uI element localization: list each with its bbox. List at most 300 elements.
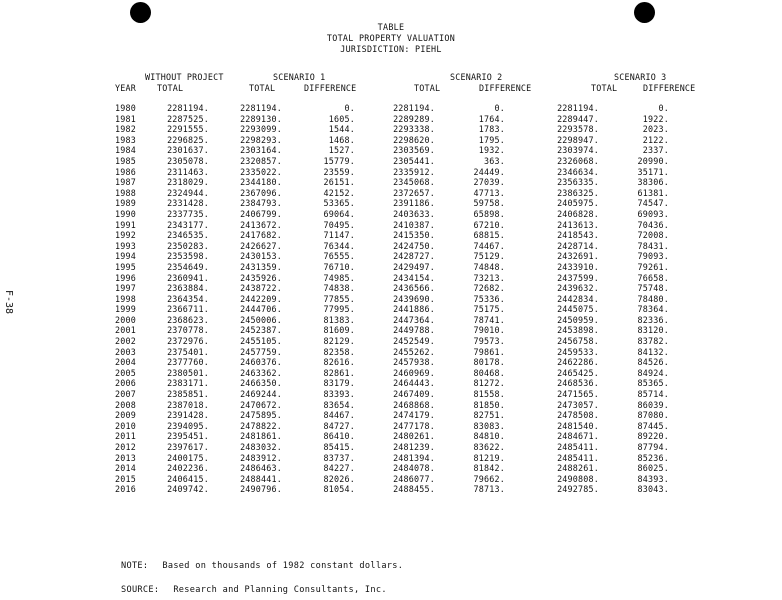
total-without-project-cell: 2331428. [167,198,209,209]
difference-s2-cell: 68815. [473,230,505,241]
table-row [112,124,669,135]
header-scenario-2: SCENARIO 2 [450,72,503,82]
table-row [112,336,669,347]
difference-s3-cell: 78480. [637,293,669,304]
total-s2-cell: 2484078. [393,463,435,474]
table-title: TABLE [377,22,405,32]
year-cell: 1999 [115,304,136,315]
difference-s2-cell: 59758. [473,198,505,209]
year-cell: 1991 [115,219,136,230]
difference-s2-cell: 65898. [473,208,505,219]
total-without-project-cell: 2287525. [167,113,209,124]
total-s1-cell: 2431359. [240,261,282,272]
difference-s2-cell: 79010. [473,325,505,336]
total-s2-cell: 2436566. [393,283,435,294]
total-s2-cell: 2391186. [393,198,435,209]
total-s2-cell: 2464443. [393,378,435,389]
punch-hole-right [634,2,655,23]
header-difference-s3: DIFFERENCE [643,83,696,93]
table-row [112,347,669,358]
difference-s1-cell: 84227. [323,463,355,474]
total-s3-cell: 2346634. [557,166,599,177]
total-s2-cell: 2424750. [393,240,435,251]
table-row [112,442,669,453]
total-without-project-cell: 2281194. [167,103,209,113]
difference-s3-cell: 76658. [637,272,669,283]
year-cell: 2006 [115,378,136,389]
difference-s1-cell: 1544. [328,124,355,135]
difference-s1-cell: 15779. [323,155,355,166]
total-s2-cell: 2298620. [393,134,435,145]
total-without-project-cell: 2305078. [167,155,209,166]
total-s3-cell: 2473057. [557,399,599,410]
year-cell: 1983 [115,134,136,145]
difference-s3-cell: 79093. [637,251,669,262]
total-s1-cell: 2438722. [240,283,282,294]
header-scenario-1: SCENARIO 1 [273,72,326,82]
year-cell: 1997 [115,283,136,294]
difference-s2-cell: 84810. [473,431,505,442]
total-without-project-cell: 2395451. [167,431,209,442]
total-s1-cell: 2481861. [240,431,282,442]
total-s2-cell: 2345068. [393,177,435,188]
difference-s2-cell: 81219. [473,452,505,463]
difference-s1-cell: 77855. [323,293,355,304]
table-row [112,103,669,114]
total-s2-cell: 2488455. [393,484,435,495]
table-subtitle: TOTAL PROPERTY VALUATION [326,33,456,43]
total-s2-cell: 2460969. [393,367,435,378]
year-cell: 1987 [115,177,136,188]
table-row [112,241,669,252]
total-s1-cell: 2466350. [240,378,282,389]
table-row [112,177,669,188]
difference-s3-cell: 78364. [637,304,669,315]
total-s3-cell: 2456758. [557,336,599,347]
total-s2-cell: 2477178. [393,420,435,431]
source-label: SOURCE: [121,585,160,595]
difference-s1-cell: 82616. [323,357,355,368]
total-without-project-cell: 2366711. [167,304,209,315]
difference-s1-cell: 53365. [323,198,355,209]
difference-s1-cell: 81054. [323,484,355,495]
total-s1-cell: 2455105. [240,336,282,347]
total-s3-cell: 2468536. [557,378,599,389]
total-s3-cell: 2356335. [557,177,599,188]
total-s1-cell: 2457759. [240,346,282,357]
year-cell: 2009 [115,410,136,421]
total-s1-cell: 2452387. [240,325,282,336]
note-line [121,561,403,571]
table-row [112,156,669,167]
total-s3-cell: 2478508. [557,410,599,421]
header-difference-s1: DIFFERENCE [304,83,357,93]
difference-s1-cell: 82358. [323,346,355,357]
difference-s2-cell: 363. [484,155,505,166]
table-row [112,294,669,305]
table-row [112,453,669,464]
total-s2-cell: 2480261. [393,431,435,442]
note-label: NOTE: [121,561,149,571]
total-s1-cell: 2488441. [240,473,282,484]
total-s1-cell: 2469244. [240,389,282,400]
total-s2-cell: 2305441. [393,155,435,166]
total-s3-cell: 2326068. [557,155,599,166]
difference-s2-cell: 73213. [473,272,505,283]
difference-s3-cell: 87445. [637,420,669,431]
total-s1-cell: 2289130. [240,113,282,124]
table-row [112,220,669,231]
total-s1-cell: 2435926. [240,272,282,283]
difference-s2-cell: 47713. [473,187,505,198]
total-s1-cell: 2460376. [240,357,282,368]
difference-s3-cell: 0. [658,103,669,113]
total-without-project-cell: 2387018. [167,399,209,410]
table-row [112,273,669,284]
total-s2-cell: 2455262. [393,346,435,357]
difference-s2-cell: 1764. [478,113,505,124]
total-s2-cell: 2441886. [393,304,435,315]
table-row [112,262,669,273]
difference-s2-cell: 74848. [473,261,505,272]
total-without-project-cell: 2385851. [167,389,209,400]
difference-s3-cell: 2122. [642,134,669,145]
year-cell: 2011 [115,431,136,442]
total-s3-cell: 2289447. [557,113,599,124]
table-row [112,283,669,294]
total-s3-cell: 2481540. [557,420,599,431]
header-total-s3: TOTAL [591,83,618,93]
year-cell: 1984 [115,145,136,156]
total-s3-cell: 2406828. [557,208,599,219]
total-s3-cell: 2445075. [557,304,599,315]
difference-s1-cell: 69064. [323,208,355,219]
total-s2-cell: 2403633. [393,208,435,219]
difference-s2-cell: 75129. [473,251,505,262]
total-without-project-cell: 2375401. [167,346,209,357]
total-without-project-cell: 2377760. [167,357,209,368]
total-s1-cell: 2450006. [240,314,282,325]
table-row [112,368,669,379]
total-without-project-cell: 2372976. [167,336,209,347]
total-s2-cell: 2434154. [393,272,435,283]
difference-s1-cell: 82861. [323,367,355,378]
total-s2-cell: 2474179. [393,410,435,421]
difference-s1-cell: 85415. [323,442,355,452]
difference-s3-cell: 85365. [637,378,669,389]
total-s3-cell: 2433910. [557,261,599,272]
difference-s3-cell: 87794. [637,442,669,452]
year-cell: 1990 [115,208,136,219]
year-cell: 1982 [115,124,136,135]
total-s3-cell: 2459533. [557,346,599,357]
total-s3-cell: 2418543. [557,230,599,241]
total-s3-cell: 2439632. [557,283,599,294]
total-s3-cell: 2450959. [557,314,599,325]
difference-s2-cell: 79573. [473,336,505,347]
difference-s2-cell: 0. [494,103,505,113]
difference-s3-cell: 83782. [637,336,669,347]
difference-s3-cell: 72008. [637,230,669,241]
difference-s3-cell: 75748. [637,283,669,294]
total-s2-cell: 2428727. [393,251,435,262]
year-cell: 2001 [115,325,136,336]
year-cell: 2003 [115,346,136,357]
difference-s1-cell: 84467. [323,410,355,421]
total-s1-cell: 2320857. [240,155,282,166]
total-s3-cell: 2293578. [557,124,599,135]
difference-s3-cell: 85714. [637,389,669,400]
total-without-project-cell: 2402236. [167,463,209,474]
total-s1-cell: 2417682. [240,230,282,241]
total-without-project-cell: 2354649. [167,261,209,272]
difference-s2-cell: 81850. [473,399,505,410]
difference-s3-cell: 84526. [637,357,669,368]
year-cell: 1996 [115,272,136,283]
total-without-project-cell: 2409742. [167,484,209,495]
total-s1-cell: 2384793. [240,198,282,209]
year-cell: 1988 [115,187,136,198]
total-s1-cell: 2335022. [240,166,282,177]
difference-s3-cell: 79261. [637,261,669,272]
total-s3-cell: 2405975. [557,198,599,209]
total-s1-cell: 2470672. [240,399,282,410]
table-row [112,167,669,178]
total-without-project-cell: 2391428. [167,410,209,421]
difference-s1-cell: 26151. [323,177,355,188]
total-s2-cell: 2486077. [393,473,435,484]
difference-s2-cell: 1783. [478,124,505,135]
table-row [112,378,669,389]
total-s2-cell: 2415350. [393,230,435,241]
difference-s3-cell: 2337. [642,145,669,156]
total-without-project-cell: 2364354. [167,293,209,304]
difference-s1-cell: 1468. [328,134,355,145]
difference-s1-cell: 83179. [323,378,355,389]
difference-s1-cell: 0. [344,103,355,113]
note-text: Based on thousands of 1982 constant dollars. [162,561,404,571]
difference-s1-cell: 81383. [323,314,355,325]
year-cell: 2014 [115,463,136,474]
total-s1-cell: 2430153. [240,251,282,262]
difference-s2-cell: 83083. [473,420,505,431]
table-row [112,410,669,421]
total-s1-cell: 2426627. [240,240,282,251]
total-s1-cell: 2281194. [240,103,282,113]
total-s1-cell: 2463362. [240,367,282,378]
total-s1-cell: 2478822. [240,420,282,431]
total-s1-cell: 2483912. [240,452,282,463]
valuation-table [112,103,669,495]
table-row [112,135,669,146]
total-s1-cell: 2298293. [240,134,282,145]
total-s3-cell: 2413613. [557,219,599,230]
difference-s3-cell: 86025. [637,463,669,474]
total-without-project-cell: 2311463. [167,166,209,177]
header-year: YEAR [115,83,136,93]
total-s1-cell: 2406799. [240,208,282,219]
total-s3-cell: 2471565. [557,389,599,400]
difference-s3-cell: 1922. [642,113,669,124]
difference-s2-cell: 83622. [473,442,505,452]
table-row [112,230,669,241]
table-row [112,304,669,315]
page-number-label: F-38 [3,290,14,315]
difference-s3-cell: 74547. [637,198,669,209]
difference-s1-cell: 71147. [323,230,355,241]
year-cell: 2004 [115,357,136,368]
total-s3-cell: 2484671. [557,431,599,442]
difference-s1-cell: 1527. [328,145,355,156]
total-s3-cell: 2432691. [557,251,599,262]
total-s3-cell: 2442834. [557,293,599,304]
difference-s2-cell: 79662. [473,473,505,484]
total-s2-cell: 2429497. [393,261,435,272]
total-without-project-cell: 2368623. [167,314,209,325]
year-cell: 1998 [115,293,136,304]
year-cell: 2016 [115,484,136,495]
difference-s3-cell: 86039. [637,399,669,410]
year-cell: 1980 [115,103,136,113]
difference-s3-cell: 89220. [637,431,669,442]
total-without-project-cell: 2370778. [167,325,209,336]
header-without-project: WITHOUT PROJECT [145,72,224,82]
difference-s2-cell: 78741. [473,314,505,325]
difference-s3-cell: 35171. [637,166,669,177]
difference-s2-cell: 72682. [473,283,505,294]
total-s2-cell: 2452549. [393,336,435,347]
difference-s2-cell: 82751. [473,410,505,421]
total-without-project-cell: 2400175. [167,452,209,463]
difference-s2-cell: 79861. [473,346,505,357]
total-s2-cell: 2468868. [393,399,435,410]
total-without-project-cell: 2346535. [167,230,209,241]
total-without-project-cell: 2406415. [167,473,209,484]
table-row [112,389,669,400]
total-s2-cell: 2289289. [393,113,435,124]
total-without-project-cell: 2337735. [167,208,209,219]
table-row [112,357,669,368]
source-line [121,585,387,595]
table-row [112,188,669,199]
difference-s1-cell: 77995. [323,304,355,315]
total-without-project-cell: 2397617. [167,442,209,452]
total-s2-cell: 2481394. [393,452,435,463]
year-cell: 2012 [115,442,136,452]
total-without-project-cell: 2324944. [167,187,209,198]
difference-s3-cell: 84393. [637,473,669,484]
total-s3-cell: 2485411. [557,442,599,452]
year-cell: 1986 [115,166,136,177]
difference-s3-cell: 70436. [637,219,669,230]
difference-s3-cell: 82336. [637,314,669,325]
year-cell: 1995 [115,261,136,272]
total-s1-cell: 2367096. [240,187,282,198]
total-s3-cell: 2492785. [557,484,599,495]
total-without-project-cell: 2291555. [167,124,209,135]
total-without-project-cell: 2394095. [167,420,209,431]
total-s2-cell: 2447364. [393,314,435,325]
total-s2-cell: 2457938. [393,357,435,368]
table-row [112,198,669,209]
difference-s1-cell: 84727. [323,420,355,431]
total-s3-cell: 2485411. [557,452,599,463]
total-s1-cell: 2475895. [240,410,282,421]
valuation-table-body [112,103,669,495]
total-without-project-cell: 2318029. [167,177,209,188]
difference-s3-cell: 84924. [637,367,669,378]
total-s3-cell: 2465425. [557,367,599,378]
total-without-project-cell: 2360941. [167,272,209,283]
table-row [112,484,669,495]
year-cell: 2000 [115,314,136,325]
difference-s2-cell: 75336. [473,293,505,304]
table-row [112,431,669,442]
total-s3-cell: 2298947. [557,134,599,145]
total-s1-cell: 2444706. [240,304,282,315]
difference-s3-cell: 87080. [637,410,669,421]
total-without-project-cell: 2363884. [167,283,209,294]
difference-s2-cell: 78713. [473,484,505,495]
header-total-without: TOTAL [157,83,184,93]
difference-s3-cell: 2023. [642,124,669,135]
difference-s3-cell: 85236. [637,452,669,463]
difference-s3-cell: 83043. [637,484,669,495]
difference-s2-cell: 27039. [473,177,505,188]
punch-hole-left [130,2,151,23]
difference-s2-cell: 75175. [473,304,505,315]
header-scenario-3: SCENARIO 3 [614,72,667,82]
difference-s1-cell: 82129. [323,336,355,347]
year-cell: 2007 [115,389,136,400]
total-s2-cell: 2293338. [393,124,435,135]
total-s3-cell: 2437599. [557,272,599,283]
year-cell: 2013 [115,452,136,463]
total-without-project-cell: 2350283. [167,240,209,251]
difference-s1-cell: 86410. [323,431,355,442]
total-s1-cell: 2303164. [240,145,282,156]
difference-s1-cell: 82026. [323,473,355,484]
table-row [112,251,669,262]
difference-s1-cell: 83393. [323,389,355,400]
table-row [112,209,669,220]
total-s3-cell: 2490808. [557,473,599,484]
total-s2-cell: 2335912. [393,166,435,177]
difference-s2-cell: 67210. [473,219,505,230]
difference-s1-cell: 74985. [323,272,355,283]
table-title-block [0,22,782,55]
difference-s3-cell: 61381. [637,187,669,198]
difference-s3-cell: 84132. [637,346,669,357]
difference-s3-cell: 38306. [637,177,669,188]
total-s2-cell: 2281194. [393,103,435,113]
total-s2-cell: 2303569. [393,145,435,156]
year-cell: 2015 [115,473,136,484]
difference-s1-cell: 83737. [323,452,355,463]
jurisdiction-line: JURISDICTION: PIEHL [340,44,442,54]
total-s2-cell: 2481239. [393,442,435,452]
difference-s1-cell: 81609. [323,325,355,336]
table-row [112,315,669,326]
total-s2-cell: 2439690. [393,293,435,304]
table-row [112,114,669,125]
year-cell: 2008 [115,399,136,410]
total-s1-cell: 2344180. [240,177,282,188]
year-cell: 1994 [115,251,136,262]
total-s2-cell: 2467409. [393,389,435,400]
year-cell: 1985 [115,155,136,166]
total-without-project-cell: 2380501. [167,367,209,378]
